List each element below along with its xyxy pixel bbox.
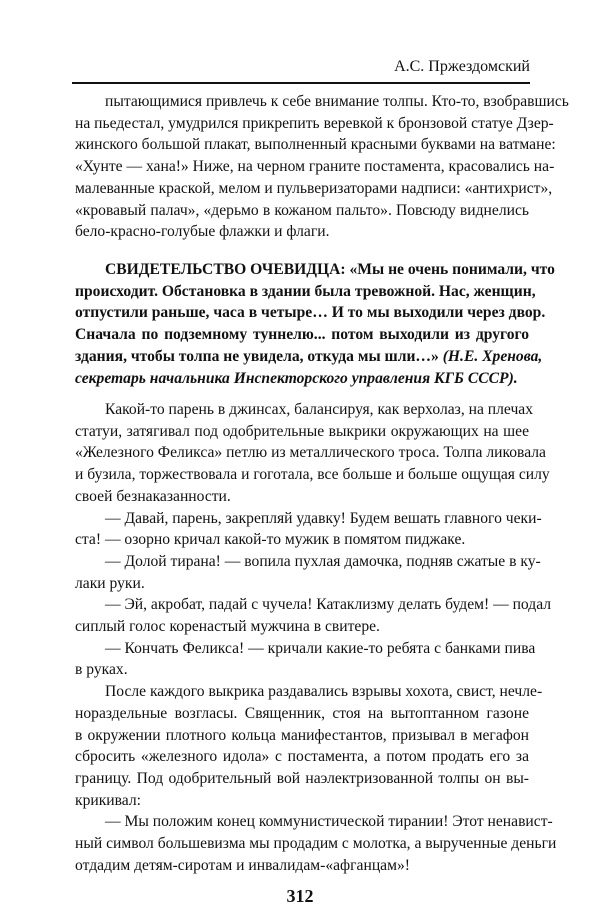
text-line: — Кончать Феликса! — кричали какие-то ребята с банками пива [105,639,536,657]
text-line: — Эй, акробат, падай с чучела! Катаклизму делать будем! — подал [105,596,552,614]
text-line: нораздельные возгласы. Священник, стоя на вытоптанном газоне [75,704,529,722]
page-number: 312 [286,886,314,906]
testimony-line: отпустили раньше, часа в четыре… И то мы выходили через двор. [75,304,546,322]
text-line: в окружении плотного кольца манифестантов, призывал в мегафон [75,726,529,744]
text-line: лаки руки. [75,574,145,592]
testimony-line: Сначала по подземному туннелю... потом выходили из другого [75,326,529,344]
running-header-author: А.С. Пржездомский [394,58,530,75]
text-line: ста! — озорно кричал какой-то мужик в помятом пиджаке. [75,531,466,549]
text-line: жинского большой плакат, выполненный красными буквами на ватмане: [75,136,556,154]
text-line: сбросить «железного идола» с постамента, а потом продать его за [75,748,529,766]
text-line: — Мы положим конец коммунистической тирании! Этот ненавист- [105,813,553,831]
paragraph [75,594,552,637]
text-line: границу. Под одобрительный вой наэлектризованной толпы он вы- [75,769,529,787]
text-line: сиплый голос коренастый мужчина в свитере. [75,618,380,636]
text-line: «Хунте — хана!» Ниже, на черном граните постамента, красовались на- [75,158,555,176]
text-line: — Долой тирана! — вопила пухлая дамочка, подняв сжатые в ку- [105,552,541,570]
text-line: «Железного Феликса» петлю из металлического троса. Толпа ликовала [75,444,546,462]
text-line: малеванные краской, мелом и пульверизаторами надписи: «антихрист», [75,179,553,197]
text-line: бело-красно-голубые флажки и флаги. [75,223,330,241]
main-text [75,399,557,876]
paragraph [75,508,542,551]
text-line: в руках. [75,661,128,679]
header-rule [72,82,530,84]
text-line: ный символ большевизма мы продадим с молотка, а вырученные деньги [75,835,557,853]
eyewitness-testimony [75,259,555,389]
testimony-quote-end: здания, чтобы толпа не увидела, откуда мы шли…» [75,347,443,365]
testimony-line: СВИДЕТЕЛЬСТВО ОЧЕВИДЦА: «Мы не очень понимали, что [105,261,555,278]
paragraph-1 [75,91,569,243]
text-line: отдадим детям-сиротам и инвалидам-«афганцам»! [75,856,410,874]
testimony-line [75,346,543,368]
text-line: на пьедестал, умудрился прикрепить веревкой к бронзовой статуе Дзер- [75,114,554,132]
paragraph [75,551,541,594]
text-line: Какой-то парень в джинсах, балансируя, как верхолаз, на плечах [105,401,534,418]
text-line: «кровавый палач», «дерьмо в кожаном пальто». Повсюду виднелись [75,201,529,219]
text-line: и бузила, торжествовала и гоготала, все больше и больше ощущая силу [75,466,550,484]
text-line: пытающимися привлечь к себе внимание толпы. Кто-то, взобравшись [105,93,569,110]
paragraph [75,638,536,681]
testimony-attribution: секретарь начальника Инспекторского управления КГБ СССР). [75,369,518,387]
testimony-attribution: (Н.Е. Хренова, [442,347,543,365]
paragraph [75,399,550,508]
paragraph [75,811,557,876]
text-line: своей безнаказанности. [75,487,231,505]
testimony-line: происходит. Обстановка в здании была тревожной. Нас, женщин, [75,282,536,300]
text-line: — Давай, парень, закрепляй удавку! Будем вешать главного чеки- [105,509,542,527]
paragraph [75,681,543,811]
text-line: статуи, затягивал под одобрительные выкрики окружающих на шее [75,422,529,440]
text-line: После каждого выкрика раздавались взрывы хохота, свист, нечле- [105,683,543,701]
text-line: крикивал: [75,791,141,809]
